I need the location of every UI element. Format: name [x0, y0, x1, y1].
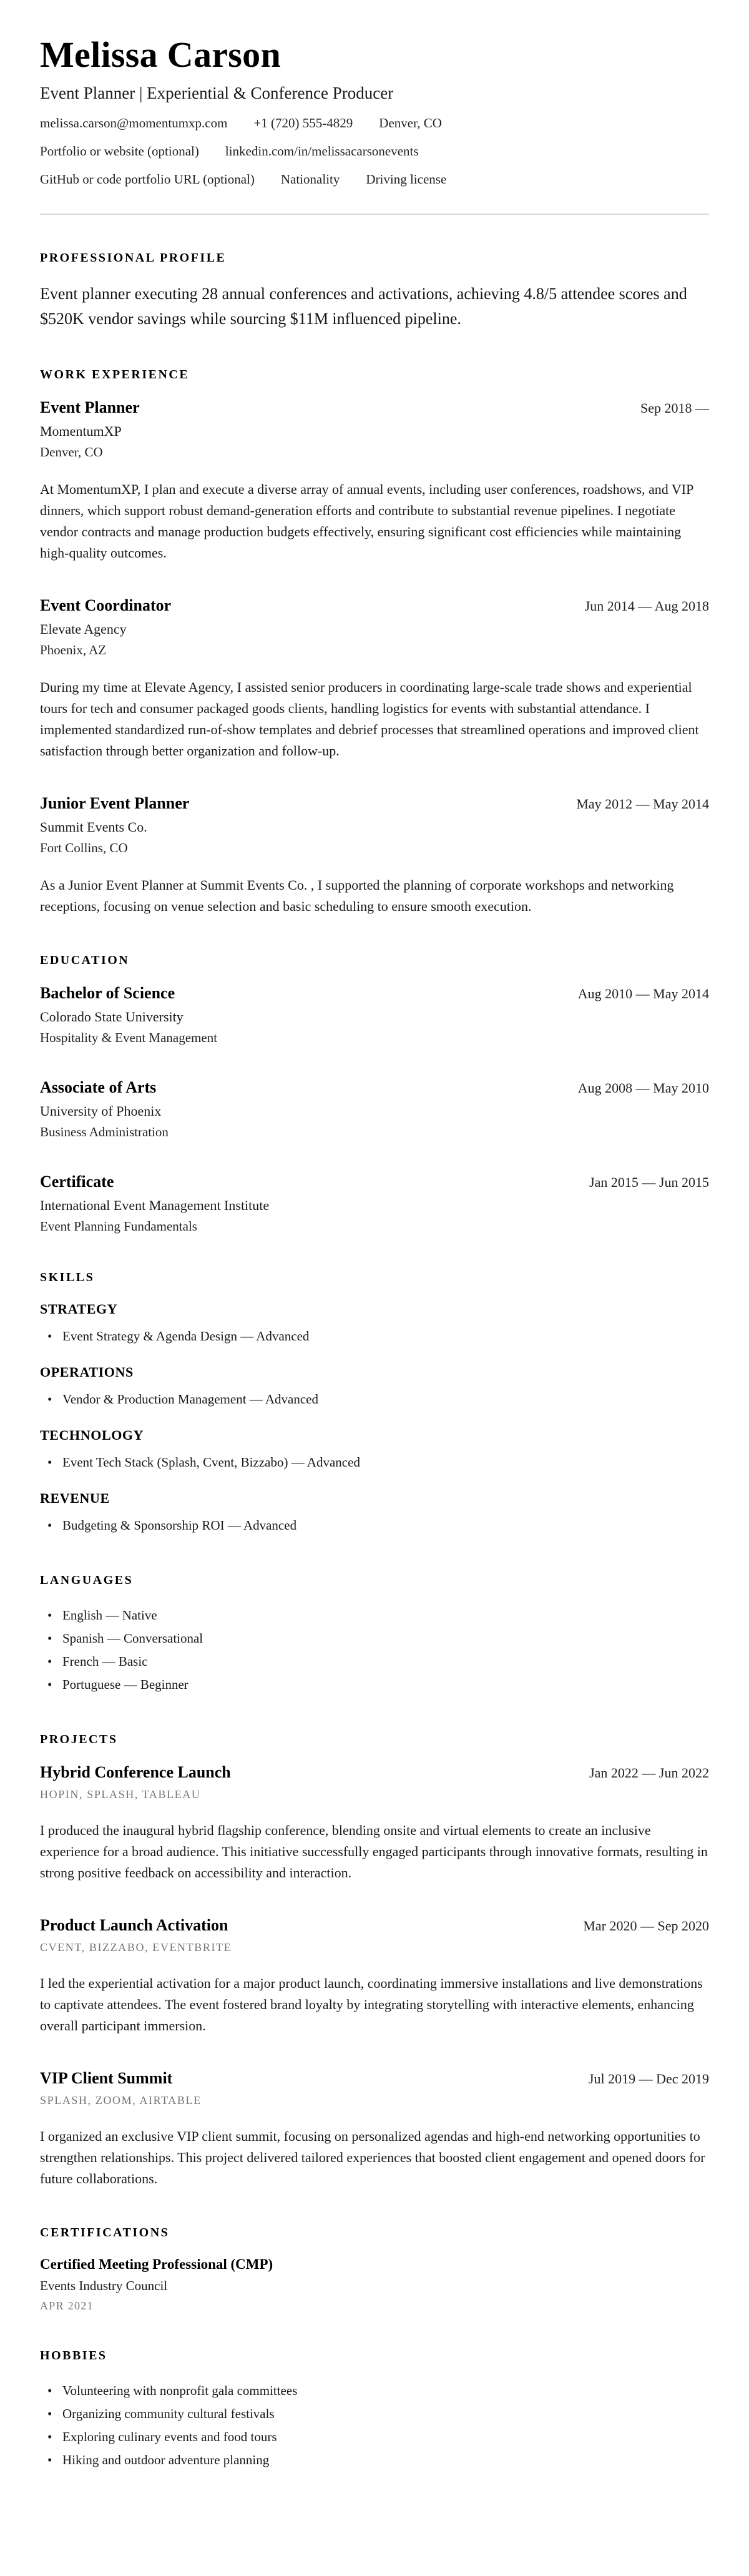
- job-title: Event Coordinator: [40, 596, 172, 614]
- section-heading-work: WORK EXPERIENCE: [40, 367, 190, 381]
- skills-section: [40, 1271, 709, 1537]
- candidate-headline: Event Planner | Experiential & Conference Producer: [40, 83, 394, 102]
- job-dates: May 2012 — May 2014: [576, 795, 709, 812]
- hobby-item: • Hiking and outdoor adventure planning: [40, 2449, 709, 2472]
- job-location: Phoenix, AZ: [40, 642, 107, 657]
- language-item: • English — Native: [40, 1604, 709, 1627]
- certification-entry: [40, 2256, 709, 2313]
- nationality-placeholder: Nationality: [280, 171, 340, 187]
- company-name: Summit Events Co.: [40, 819, 147, 835]
- degree-name: Certificate: [40, 1172, 114, 1191]
- education-section: [40, 953, 709, 1234]
- education-dates: Jan 2015 — Jun 2015: [589, 1174, 709, 1190]
- company-name: MomentumXP: [40, 423, 122, 439]
- education-entry: [40, 984, 709, 1046]
- project-tools: CVENT, BIZZABO, EVENTBRITE: [40, 1940, 232, 1954]
- language-list: [40, 1604, 709, 1696]
- degree-name: Bachelor of Science: [40, 983, 175, 1002]
- company-name: Elevate Agency: [40, 621, 127, 637]
- resume-header: [40, 35, 709, 215]
- project-dates: Jul 2019 — Dec 2019: [588, 2070, 709, 2087]
- contact-row-3: [40, 172, 709, 187]
- candidate-name: Melissa Carson: [40, 34, 281, 75]
- skill-list: [40, 1451, 709, 1474]
- project-description: I led the experiential activation for a major product launch, coordinating immersive installations and live demonstrations to captivate attendees. The event fostered brand loyalty by integrating storytelling with interactive elements, enhancing overall participant immersion.: [40, 1975, 703, 2033]
- skill-category: STRATEGY: [40, 1300, 118, 1317]
- skill-item: • Budgeting & Sponsorship ROI — Advanced: [40, 1514, 709, 1537]
- language-item: • French — Basic: [40, 1650, 709, 1673]
- field-of-study: Hospitality & Event Management: [40, 1030, 218, 1045]
- header-divider: [40, 214, 709, 215]
- section-heading-profile: PROFESSIONAL PROFILE: [40, 250, 227, 265]
- skill-item: • Event Tech Stack (Splash, Cvent, Bizzabo) — Advanced: [40, 1451, 709, 1474]
- project-title: Product Launch Activation: [40, 1915, 228, 1934]
- skill-item: • Event Strategy & Agenda Design — Advanced: [40, 1325, 709, 1348]
- hobby-list: [40, 2379, 709, 2472]
- hobby-item: • Exploring culinary events and food tours: [40, 2426, 709, 2449]
- hobby-item: • Organizing community cultural festivals: [40, 2402, 709, 2426]
- work-section: [40, 368, 709, 917]
- portfolio-placeholder: Portfolio or website (optional): [40, 143, 199, 159]
- github-placeholder: GitHub or code portfolio URL (optional): [40, 171, 255, 187]
- work-entry: [40, 596, 709, 762]
- section-heading-education: EDUCATION: [40, 953, 130, 967]
- entry-head: [40, 596, 709, 615]
- contact-row-1: [40, 116, 709, 131]
- job-description: During my time at Elevate Agency, I assisted senior producers in coordinating large-scale trade shows and experiential tours for tech and consumer packaged goods clients, handling logistics for events with substantial attendance. I implemented standardized run-of-show templates and debrief processes that streamlined operations and improved client satisfaction through better organization and follow-up.: [40, 679, 699, 759]
- contact-row-2: [40, 144, 709, 159]
- entry-head: [40, 1172, 709, 1191]
- languages-section: [40, 1573, 709, 1696]
- project-description: I organized an exclusive VIP client summit, focusing on personalized agendas and high-end networking opportunities to strengthen relationships. This project delivered tailored experiences that boosted client engagement and opened doors for future collaborations.: [40, 2128, 705, 2186]
- project-dates: Jan 2022 — Jun 2022: [589, 1764, 709, 1781]
- project-entry: [40, 1763, 709, 1884]
- project-dates: Mar 2020 — Sep 2020: [583, 1917, 709, 1934]
- entry-head: [40, 984, 709, 1003]
- skill-category: TECHNOLOGY: [40, 1427, 144, 1443]
- skill-group: [40, 1490, 709, 1537]
- skill-item: • Vendor & Production Management — Advanced: [40, 1388, 709, 1411]
- section-heading-hobbies: HOBBIES: [40, 2348, 107, 2362]
- education-entry: [40, 1078, 709, 1140]
- entry-head: [40, 1763, 709, 1782]
- profile-summary: Event planner executing 28 annual conferences and activations, achieving 4.8/5 attendee scores and $520K vendor savings while sourcing $11M influenced pipeline.: [40, 284, 687, 328]
- work-entry: [40, 398, 709, 564]
- driving-license-placeholder: Driving license: [366, 171, 447, 187]
- linkedin-link[interactable]: linkedin.com/in/melissacarsonevents: [225, 143, 419, 159]
- certification-title: Certified Meeting Professional (CMP): [40, 2256, 273, 2272]
- project-description: I produced the inaugural hybrid flagship conference, blending onsite and virtual elements to create an inclusive experience for a broad audience. This initiative successfully engaged participants through innovative formats, resulting in strong positive feedback on accessibility and interaction.: [40, 1822, 708, 1880]
- skill-group: [40, 1364, 709, 1411]
- skill-list: [40, 1388, 709, 1411]
- certification-issuer: Events Industry Council: [40, 2278, 168, 2293]
- education-dates: Aug 2008 — May 2010: [577, 1079, 709, 1096]
- entry-head: [40, 2069, 709, 2088]
- skill-group: [40, 1427, 709, 1474]
- job-location: Fort Collins, CO: [40, 840, 128, 855]
- project-tools: SPLASH, ZOOM, AIRTABLE: [40, 2093, 202, 2107]
- field-of-study: Business Administration: [40, 1124, 169, 1139]
- entry-head: [40, 398, 709, 417]
- job-location: Denver, CO: [40, 444, 103, 460]
- field-of-study: Event Planning Fundamentals: [40, 1218, 197, 1234]
- location-text: Denver, CO: [379, 115, 442, 130]
- entry-head: [40, 1078, 709, 1097]
- phone-text: +1 (720) 555-4829: [253, 115, 353, 130]
- skill-category: OPERATIONS: [40, 1364, 134, 1380]
- certification-date: APR 2021: [40, 2299, 94, 2312]
- project-title: VIP Client Summit: [40, 2068, 173, 2087]
- project-entry: [40, 1916, 709, 2037]
- job-description: As a Junior Event Planner at Summit Events Co. , I supported the planning of corporate workshops and networking receptions, focusing on venue selection and basic scheduling to ensure smooth execution.: [40, 877, 674, 914]
- projects-section: [40, 1733, 709, 2190]
- hobbies-section: [40, 2349, 709, 2472]
- section-heading-skills: SKILLS: [40, 1270, 95, 1284]
- school-name: International Event Management Institute: [40, 1197, 270, 1213]
- entry-head: [40, 794, 709, 813]
- project-entry: [40, 2069, 709, 2190]
- school-name: Colorado State University: [40, 1008, 184, 1025]
- education-dates: Aug 2010 — May 2014: [577, 985, 709, 1001]
- job-dates: Jun 2014 — Aug 2018: [584, 597, 709, 614]
- job-description: At MomentumXP, I plan and execute a diverse array of annual events, including user conferences, roadshows, and VIP dinners, which support robust demand-generation efforts and contribute to substantial revenue pipelines. I negotiate vendor contracts and manage production budgets effectively, ensuring significant cost efficiencies while maintaining high-quality outcomes.: [40, 481, 693, 561]
- skill-group: [40, 1301, 709, 1348]
- profile-section: [40, 251, 709, 332]
- email-link[interactable]: melissa.carson@momentumxp.com: [40, 115, 228, 130]
- education-entry: [40, 1172, 709, 1234]
- job-title: Junior Event Planner: [40, 794, 190, 812]
- job-dates: Sep 2018 —: [640, 400, 709, 416]
- job-title: Event Planner: [40, 398, 140, 416]
- section-heading-languages: LANGUAGES: [40, 1573, 134, 1587]
- skill-category: REVENUE: [40, 1490, 110, 1506]
- language-item: • Portuguese — Beginner: [40, 1673, 709, 1696]
- entry-head: [40, 1916, 709, 1935]
- section-heading-projects: PROJECTS: [40, 1732, 118, 1746]
- language-item: • Spanish — Conversational: [40, 1627, 709, 1650]
- section-heading-certifications: CERTIFICATIONS: [40, 2225, 170, 2239]
- certifications-section: [40, 2226, 709, 2313]
- work-entry: [40, 794, 709, 917]
- project-title: Hybrid Conference Launch: [40, 1762, 231, 1781]
- degree-name: Associate of Arts: [40, 1078, 157, 1096]
- skill-list: [40, 1514, 709, 1537]
- project-tools: HOPIN, SPLASH, TABLEAU: [40, 1787, 201, 1801]
- hobby-item: • Volunteering with nonprofit gala committees: [40, 2379, 709, 2402]
- school-name: University of Phoenix: [40, 1103, 162, 1119]
- skill-list: [40, 1325, 709, 1348]
